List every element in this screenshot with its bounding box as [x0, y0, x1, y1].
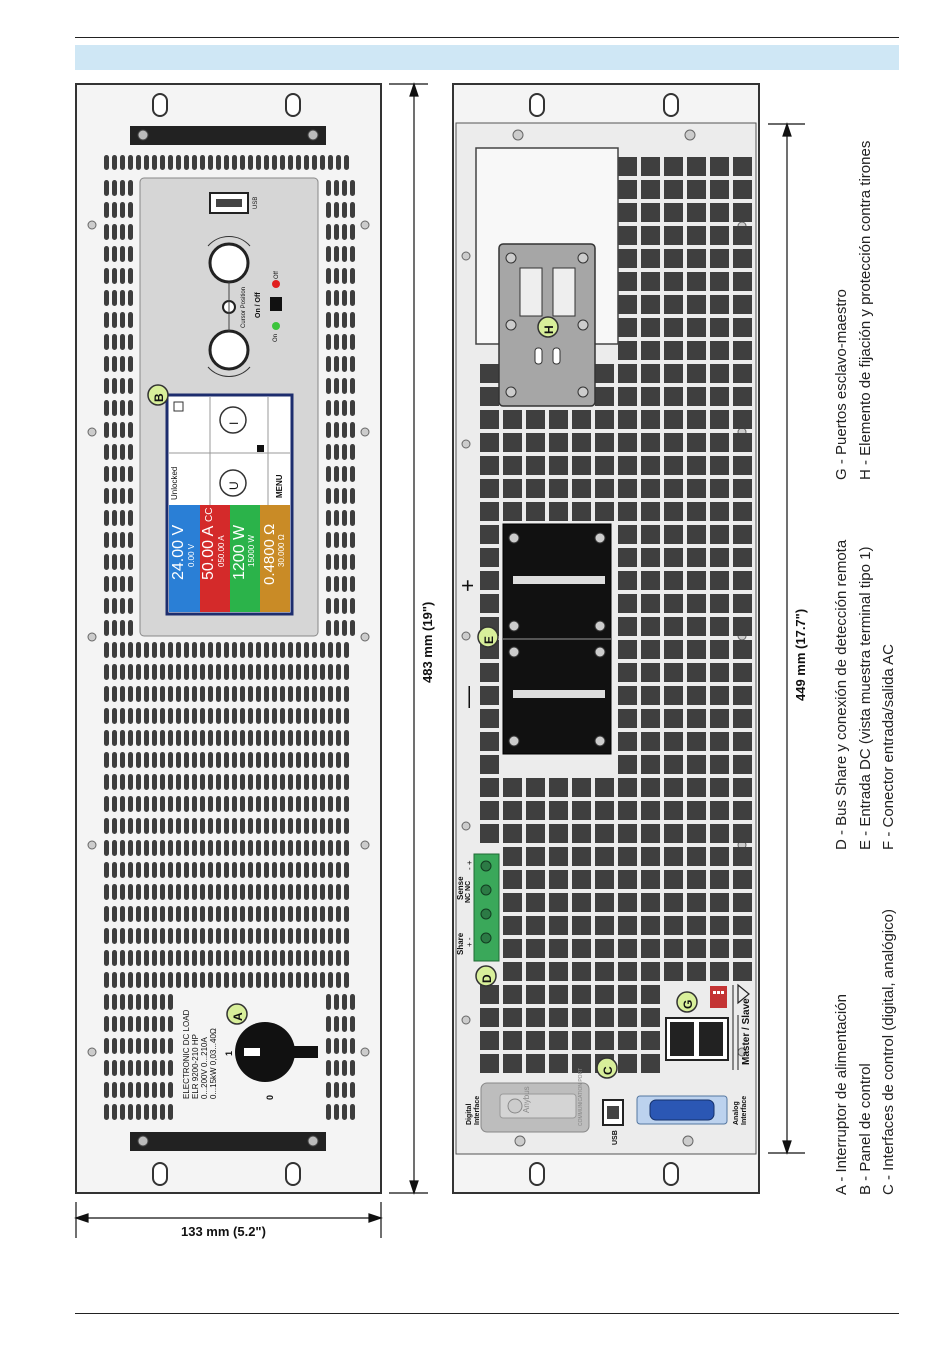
on-off-label: On / Off [255, 292, 262, 318]
legend-b: B - Panel de control [857, 1063, 874, 1195]
display-sub-voltage: 0.00 V [187, 543, 196, 567]
dc-plus-label: + [455, 579, 480, 592]
marker-b: B [152, 393, 166, 402]
display-sub-resistance: 30.000 Ω [277, 534, 286, 567]
rear-usb-label: USB [612, 1130, 619, 1145]
share-label: Share [456, 932, 465, 955]
dc-minus-label: — [455, 686, 480, 708]
off-label: Off [274, 271, 280, 279]
display-value-resistance: 0.4800 Ω [261, 523, 278, 585]
analog-interface-label: Analog Interface [733, 1095, 748, 1125]
switch-label-1: 1 [224, 1050, 234, 1056]
sense-signs-label: - + [465, 860, 474, 870]
legend-c: C - Interfaces de control (digital, analógico) [880, 909, 897, 1195]
dimension-rear-height: 449 mm (17.7") [793, 608, 808, 701]
legend-a: A - Interruptor de alimentación [833, 994, 850, 1195]
model-line-1: ELECTRONIC DC LOAD [182, 1009, 191, 1099]
model-line-4: 0...15kW 0,03...40Ω [209, 1028, 218, 1099]
display-badge-cc: CC [204, 507, 215, 522]
marker-g: G [681, 999, 695, 1009]
master-slave-label: Master / Slave [741, 998, 752, 1065]
display-knob-u: U [227, 481, 241, 490]
dimension-front-width: 133 mm (5.2") [181, 1224, 266, 1239]
legend-d: D - Bus Share y conexión de detección remota [833, 539, 850, 850]
marker-a: A [231, 1012, 245, 1021]
model-line-2: ELR 9200-210 HP [191, 1034, 200, 1099]
display-value-power: 1200 W [231, 524, 248, 580]
dimension-front-height: 483 mm (19") [420, 601, 435, 683]
display-value-current: 50.00 A [200, 525, 217, 580]
cursor-position-label: Cursor Position [241, 286, 247, 328]
display-knob-i: I [227, 421, 241, 425]
share-pins-label: + - [465, 937, 474, 947]
digital-interface-label: Digital Interface [466, 1095, 481, 1125]
display-value-voltage: 24.00 V [170, 524, 187, 580]
sense-pins-label: NC NC [465, 880, 472, 903]
marker-d: D [480, 974, 494, 983]
on-label: On [273, 333, 279, 342]
display-sub-current: 050.00 A [217, 535, 226, 567]
legend-e: E - Entrada DC (vista muestra terminal tipo 1) [857, 546, 874, 850]
anybus-label: Anybus [522, 1086, 531, 1113]
marker-e: E [482, 635, 496, 644]
display-sub-power: 15000 W [247, 534, 256, 567]
marker-h: H [542, 325, 556, 334]
usb-label: USB [253, 196, 259, 209]
marker-c: C [601, 1066, 615, 1075]
legend-h: H - Elemento de fijación y protección contra tirones [857, 140, 874, 480]
display-menu: MENU [275, 474, 284, 498]
model-line-3: 0...200V 0...210A [200, 1037, 209, 1099]
sense-label: Sense [456, 876, 465, 900]
display-status: Unlocked [170, 466, 179, 500]
switch-label-0: 0 [265, 1094, 275, 1100]
legend-f: F - Conector entrada/salida AC [880, 644, 897, 850]
legend-g: G - Puertos esclavo-maestro [833, 289, 850, 480]
comm-port-label: COMMUNICATION PORT [578, 1067, 584, 1126]
